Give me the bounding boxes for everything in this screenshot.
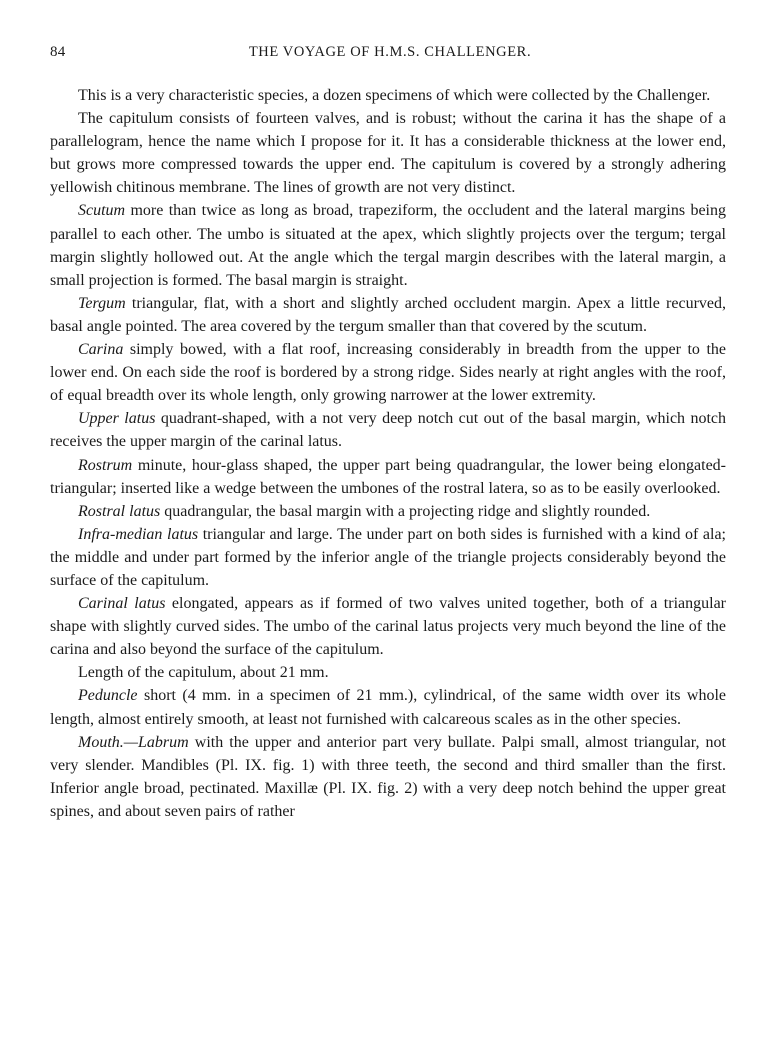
paragraph-text: Length of the capitulum, about 21 mm.: [78, 664, 329, 682]
paragraph-text: This is a very characteristic species, a dozen specimens of which were collected by the Challenger.: [78, 87, 711, 104]
paragraph-text: The capitulum consists of fourteen valves, and is robust; without the carina it has the shape of a parallelogram, hence the name which I propose for it. It has a considerable thickness at the lower end, but grows more compressed towards the upper end. The capitulum is covered by a strongly adhering yellowish chitinous membrane. The lines of growth are not very distinct.: [50, 110, 726, 197]
paragraph-text: minute, hour-glass shaped, the upper part being quadrangular, the lower being elongated-triangular; inserted like a wedge between the umbones of the rostral latera, so as to be easily overlooked.: [50, 456, 726, 497]
paragraph-text: elongated, appears as if formed of two valves united together, both of a triangular shape with slightly curved sides. The umbo of the carinal latus projects very much beyond the line of the carina and also beyond the surface of the capitulum.: [50, 595, 727, 659]
paragraph-text: triangular and large. The under part on both sides is furnished with a kind of ala; the middle and under part formed by the inferior angle of the triangle projects considerably beyond the surface of the capitulum.: [50, 525, 727, 589]
paragraph-carina: [50, 338, 726, 407]
paragraph-text: short (4 mm. in a specimen of 21 mm.), cylindrical, of the same width over its whole length, almost entirely smooth, at least not furnished with calcareous scales as in the other species.: [50, 687, 726, 728]
paragraph-rostrum: [50, 454, 726, 500]
paragraph-text: simply bowed, with a flat roof, increasing considerably in breadth from the upper to the lower end. On each side the roof is bordered by a strong ridge. Sides nearly at right angles with the roof, of equal breadth over its whole length, only growing narrower at the lower extremity.: [50, 341, 726, 405]
paragraph-capitulum: [50, 107, 726, 199]
paragraph-text: triangular, flat, with a short and slightly arched occludent margin. Apex a little recurved, basal angle pointed. The area covered by the tergum smaller than that covered by the scutum.: [50, 294, 726, 335]
running-title: THE VOYAGE OF H.M.S. CHALLENGER.: [248, 44, 532, 60]
paragraph-rostral-latus: [50, 500, 726, 523]
paragraph-term: Rostrum: [78, 456, 133, 474]
running-head: [50, 44, 730, 66]
paragraph-term: Carina: [78, 341, 124, 359]
body-text: [50, 84, 726, 823]
paragraph-term: Tergum: [78, 294, 126, 312]
paragraph-text: quadrangular, the basal margin with a projecting ridge and slightly rounded.: [160, 502, 651, 520]
paragraph-term: Infra-median latus: [78, 525, 199, 543]
page-number: 84: [50, 44, 66, 60]
paragraph-text: more than twice as long as broad, trapeziform, the occludent and the lateral margins being parallel to each other. The umbo is situated at the apex, which slightly projects over the tergum; tergal margin slightly hollowed out. At the angle which the tergal margin describes with the lateral margin, a small projection is formed. The basal margin is straight.: [50, 202, 726, 289]
paragraph-term: Upper latus: [78, 410, 156, 428]
paragraph-tergum: [50, 292, 726, 338]
paragraph-term: Carinal latus: [78, 595, 166, 613]
paragraph-text: quadrant-shaped, with a not very deep notch cut out of the basal margin, which notch receives the upper margin of the carinal latus.: [50, 410, 727, 451]
paragraph-text: with the upper and anterior part very bullate. Palpi small, almost triangular, not very slender. Mandibles (Pl. IX. fig. 1) with three teeth, the second and third smaller than the first. Inferior angle broad, pectinated. Maxillæ (Pl. IX. fig. 2) with a very deep notch behind the upper great spines, and about seven pairs of rather: [50, 733, 726, 820]
paragraph-intro: [50, 84, 726, 107]
paragraph-length: [50, 661, 726, 684]
paragraph-term: Peduncle: [78, 687, 138, 705]
paragraph-term: Mouth.—Labrum: [78, 733, 189, 751]
paragraph-peduncle: [50, 684, 726, 730]
paragraph-upper-latus: [50, 407, 726, 453]
paragraph-infra-median-latus: [50, 523, 726, 592]
paragraph-term: Scutum: [78, 202, 126, 220]
paragraph-mouth: [50, 731, 726, 823]
paragraph-term: Rostral latus: [78, 502, 161, 520]
paragraph-carinal-latus: [50, 592, 726, 661]
paragraph-scutum: [50, 199, 726, 291]
